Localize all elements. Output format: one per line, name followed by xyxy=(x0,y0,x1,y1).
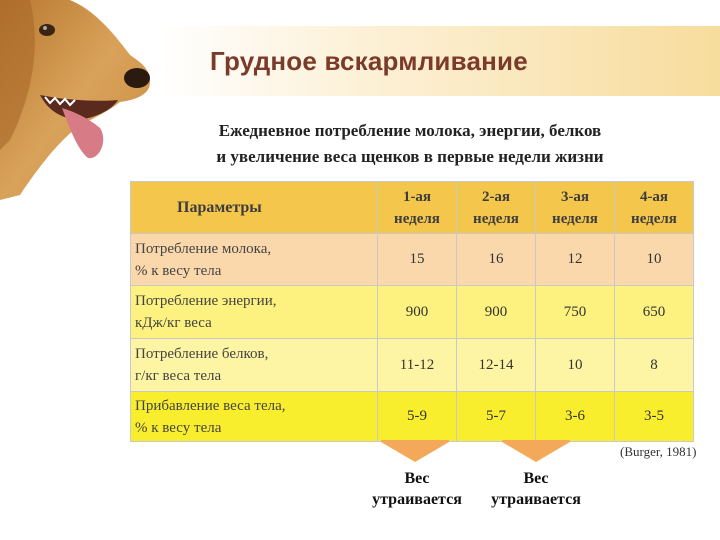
header-week-4 xyxy=(615,182,694,234)
table-cell: 10 xyxy=(536,339,615,392)
table-cell: 15 xyxy=(378,234,457,286)
note-week-4 xyxy=(471,468,601,510)
note-line-1: Вес xyxy=(523,470,549,487)
table-cell: 750 xyxy=(536,286,615,339)
header-week-3 xyxy=(536,182,615,234)
table-row xyxy=(131,234,694,286)
table-cell: 11-12 xyxy=(378,339,457,392)
note-line-2: утраивается xyxy=(491,491,581,508)
subtitle-line-1: Ежедневное потребление молока, энергии, белков xyxy=(218,121,602,140)
table-cell: 10 xyxy=(615,234,694,286)
down-arrow-icon xyxy=(502,442,570,462)
citation: (Burger, 1981) xyxy=(620,444,697,459)
parameters-table xyxy=(130,181,694,442)
row-param-line-2: % к весу тела xyxy=(135,419,222,436)
note-line-1: Вес xyxy=(404,470,430,487)
table-cell: 5-9 xyxy=(378,392,457,442)
table-row xyxy=(131,286,694,339)
table-cell: 16 xyxy=(457,234,536,286)
row-param-label xyxy=(131,234,378,286)
table-cell: 3-5 xyxy=(615,392,694,442)
page-title: Грудное вскармливание xyxy=(210,46,528,76)
row-param-line-1: Прибавление веса тела, xyxy=(135,397,286,414)
dog-illustration xyxy=(0,0,170,200)
row-param-line-1: Потребление молока, xyxy=(135,240,272,257)
table-cell: 900 xyxy=(457,286,536,339)
header-week-1-label: неделя xyxy=(394,210,440,227)
row-param-line-2: г/кг веса тела xyxy=(135,368,222,384)
header-week-3-num: 3-ая xyxy=(560,188,590,205)
table-header-row xyxy=(131,182,694,234)
table-row xyxy=(131,392,694,442)
header-week-1-num: 1-ая xyxy=(402,188,432,205)
table-cell: 900 xyxy=(378,286,457,339)
table-cell: 8 xyxy=(615,339,694,392)
header-week-3-label: неделя xyxy=(552,210,598,227)
header-week-2-num: 2-ая xyxy=(481,188,511,205)
header-week-1 xyxy=(378,182,457,234)
table-cell: 5-7 xyxy=(457,392,536,442)
table-cell: 12-14 xyxy=(457,339,536,392)
header-week-2 xyxy=(457,182,536,234)
note-week-2 xyxy=(352,468,482,510)
table-row xyxy=(131,339,694,392)
row-param-label xyxy=(131,286,378,339)
row-param-line-1: Потребление белков, xyxy=(135,346,269,362)
row-param-line-2: % к весу тела xyxy=(135,262,222,279)
note-line-2: утраивается xyxy=(372,491,462,508)
page-subtitle xyxy=(140,118,680,170)
table-cell: 650 xyxy=(615,286,694,339)
row-param-label xyxy=(131,392,378,442)
table-cell: 3-6 xyxy=(536,392,615,442)
row-param-line-1: Потребление энергии, xyxy=(135,293,277,309)
subtitle-line-2: и увеличение веса щенков в первые недели жизни xyxy=(216,147,604,166)
table-cell: 12 xyxy=(536,234,615,286)
header-week-4-num: 4-ая xyxy=(639,188,669,205)
down-arrow-icon xyxy=(381,442,449,462)
row-param-label xyxy=(131,339,378,392)
header-param: Параметры xyxy=(131,182,378,234)
header-week-2-label: неделя xyxy=(473,210,519,227)
header-week-4-label: неделя xyxy=(631,210,677,227)
row-param-line-2: кДж/кг веса xyxy=(135,315,212,331)
